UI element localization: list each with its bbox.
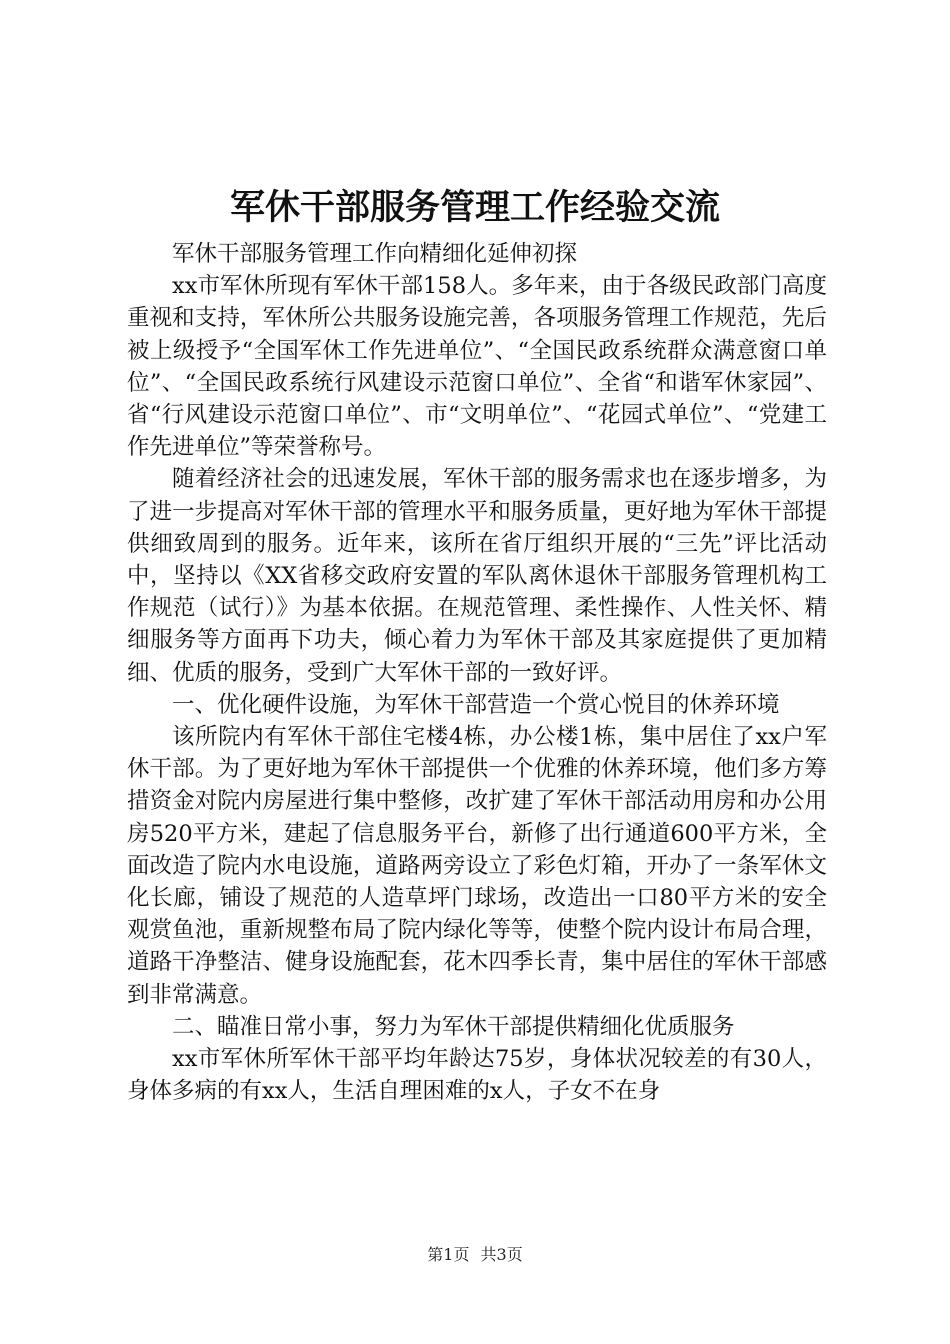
page-total: 共3页 bbox=[480, 1245, 523, 1264]
page-footer bbox=[0, 1244, 950, 1266]
paragraph-background: 随着经济社会的迅速发展，军休干部的服务需求也在逐步增多，为了进一步提高对军休干部的管理水平和服务质量，更好地为军休干部提供细致周到的服务。近年来，该所在省厅组织开展的“三先”评比活动中，坚持以《XX省移交政府安置的军队离休退休干部服务管理机构工作规范（试行）》为基本依据。在规范管理、柔性操作、人性关怀、精细服务等方面再下功夫，倾心着力为军休干部及其家庭提供了更加精细、优质的服务，受到广大军休干部的一致好评。 bbox=[127, 466, 827, 686]
document-title: 军休干部服务管理工作经验交流 bbox=[229, 187, 720, 228]
paragraph-intro: xx市军休所现有军休干部158人。多年来，由于各级民政部门高度重视和支持，军休所公共服务设施完善，各项服务管理工作规范，先后被上级授予“全国军休工作先进单位”、“全国民政系统群众满意窗口单位”、“全国民政系统行风建设示范窗口单位”、全省“和谐军休家园”、省“行风建设示范窗口单位”、市“文明单位”、“花园式单位”、“党建工作先进单位”等荣誉称号。 bbox=[127, 273, 827, 461]
document-body bbox=[127, 238, 827, 1107]
section-heading-2: 二、瞄准日常小事，努力为军休干部提供精细化优质服务 bbox=[172, 1013, 735, 1040]
paragraph-section-2: xx市军休所军休干部平均年龄达75岁，身体状况较差的有30人，身体多病的有xx人，生活自理困难的x人，子女不在身 bbox=[127, 1046, 827, 1105]
page-number: 第1页 bbox=[427, 1245, 470, 1264]
document-subtitle: 军休干部服务管理工作向精细化延伸初探 bbox=[172, 241, 578, 267]
section-heading-1: 一、优化硬件设施，为军休干部营造一个赏心悦目的休养环境 bbox=[172, 691, 780, 718]
paragraph-section-1: 该所院内有军休干部住宅楼4栋，办公楼1栋，集中居住了xx户军休干部。为了更好地为军休干部提供一个优雅的休养环境，他们多方筹措资金对院内房屋进行集中整修，改扩建了军休干部活动用房和办公用房520平方米，建起了信息服务平台，新修了出行通道600平方米，全面改造了院内水电设施，道路两旁设立了彩色灯箱，开办了一条军休文化长廊，铺设了规范的人造草坪门球场，改造出一口80平方米的安全观赏鱼池，重新规整布局了院内绿化等等，使整个院内设计布局合理，道路干净整洁、健身设施配套，花木四季长青，集中居住的军休干部感到非常满意。 bbox=[127, 724, 827, 1008]
